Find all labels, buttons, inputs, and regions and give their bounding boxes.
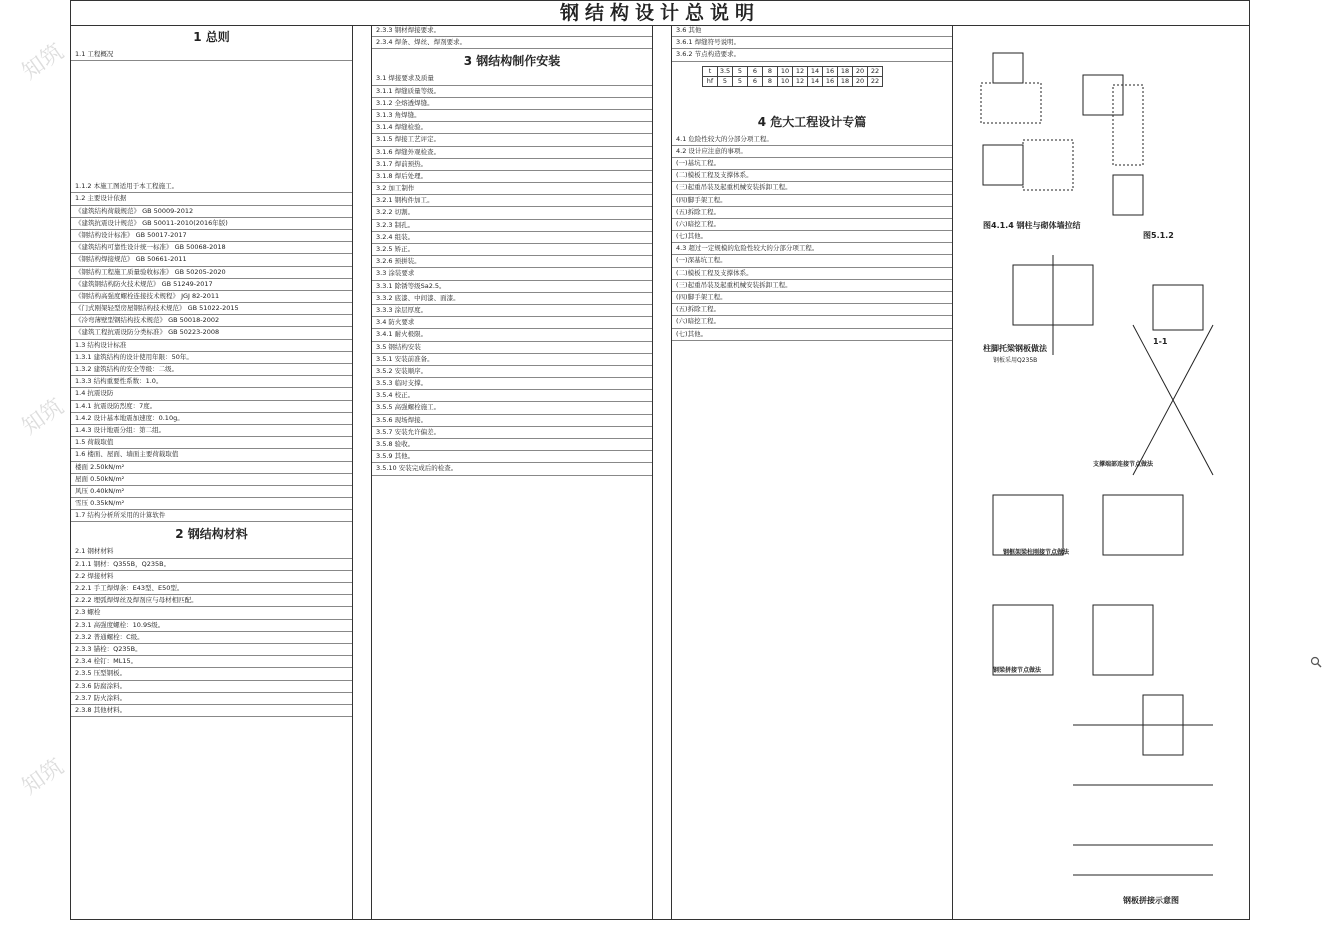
text-line: 3.5.2 安装顺序。 — [372, 366, 652, 378]
table-cell: 8 — [763, 76, 778, 86]
text-line: 1.3 结构设计标准 — [71, 340, 352, 352]
table-cell: 3.5 — [718, 66, 733, 76]
text-line: 1.1.2 本施工图适用于本工程施工。 — [71, 181, 352, 193]
table-cell: 22 — [868, 66, 883, 76]
text-line: 2.2.2 埋弧焊焊丝及焊剂应与母材相匹配。 — [71, 595, 352, 607]
text-line: 2.3 螺栓 — [71, 607, 352, 619]
table-cell: 20 — [853, 66, 868, 76]
text-line: 3.1.2 全熔透焊缝。 — [372, 98, 652, 110]
text-line: 2.2 焊接材料 — [71, 571, 352, 583]
section-4-title: 4 危大工程设计专篇 — [757, 114, 867, 129]
text-line: 3.6.1 焊缝符号说明。 — [672, 37, 952, 49]
table-cell: 16 — [823, 76, 838, 86]
list-2b — [372, 73, 652, 475]
text-line: 4.3 超过一定规模的危险性较大的分部分项工程。 — [672, 243, 952, 255]
text-line: 2.3.4 焊条、焊丝、焊剂要求。 — [372, 37, 652, 49]
list-3a — [672, 25, 952, 62]
text-line: 2.3.7 防火涂料。 — [71, 693, 352, 705]
text-line: (三)起重吊装及起重机械安装拆卸工程。 — [672, 182, 952, 194]
watermark: 知筑 — [17, 39, 69, 86]
table-cell: 18 — [838, 66, 853, 76]
table-cell: hf — [703, 76, 718, 86]
table-cell: 5 — [718, 76, 733, 86]
text-line: 3.6 其他 — [672, 25, 952, 37]
text-line: 1.4.2 设计基本地震加速度：0.10g。 — [71, 413, 352, 425]
text-line: 3.1.4 焊缝检验。 — [372, 122, 652, 134]
list-a — [71, 49, 352, 61]
text-line: 3.1 焊接要求及质量 — [372, 73, 652, 85]
watermark: 知筑 — [17, 754, 69, 801]
section-1-title: 1 总则 — [193, 30, 230, 44]
text-line: 1.5 荷载取值 — [71, 437, 352, 449]
weld-row-t — [703, 66, 883, 76]
text-line: 2.1.1 钢材：Q355B，Q235B。 — [71, 559, 352, 571]
text-line: 3.2.6 预拼装。 — [372, 256, 652, 268]
text-line: 3.5.7 安装允许偏差。 — [372, 427, 652, 439]
text-line: (七)其他。 — [672, 231, 952, 243]
detail-drawings — [953, 25, 1251, 920]
text-line: 1.3.3 结构重要性系数：1.0。 — [71, 376, 352, 388]
text-line: 3.2.2 切割。 — [372, 207, 652, 219]
text-line: (五)拆除工程。 — [672, 304, 952, 316]
table-cell: 8 — [763, 66, 778, 76]
table-cell: 6 — [748, 66, 763, 76]
text-line: 2.3.3 钢材焊接要求。 — [372, 25, 652, 37]
caption-fig-5-1-2: 图5.1.2 — [1143, 231, 1174, 240]
text-line: (七)其他。 — [672, 329, 952, 341]
text-line: 3.3 涂装要求 — [372, 268, 652, 280]
text-line: (一)深基坑工程。 — [672, 255, 952, 267]
caption-section-1-1: 1-1 — [1153, 337, 1168, 346]
caption-column-bracket: 柱脚托梁钢板做法 — [983, 344, 1047, 353]
list-2a — [372, 25, 652, 49]
sheet-title: 钢结构设计总说明 — [71, 1, 1249, 26]
weld-size-table — [702, 66, 883, 87]
text-line: 2.3.3 锚栓：Q235B。 — [71, 644, 352, 656]
text-line: 《钢结构设计标准》 GB 50017-2017 — [71, 230, 352, 242]
text-line: 3.5.4 校正。 — [372, 390, 652, 402]
watermark: 知筑 — [17, 394, 69, 441]
text-line: 1.3.2 建筑结构的安全等级：二级。 — [71, 364, 352, 376]
column-general — [71, 25, 353, 920]
text-line: 3.2.1 钢构件加工。 — [372, 195, 652, 207]
text-line: (一)基坑工程。 — [672, 158, 952, 170]
table-cell: 14 — [808, 76, 823, 86]
text-line: (二)模板工程及支撑体系。 — [672, 268, 952, 280]
text-line: 3.5.1 安装前准备。 — [372, 354, 652, 366]
text-line: 2.1 钢材材料 — [71, 546, 352, 558]
text-line: 《钢结构高强度螺栓连接技术规程》 JGJ 82-2011 — [71, 291, 352, 303]
magnifier-icon[interactable] — [1310, 656, 1322, 668]
text-line: 《建筑工程抗震设防分类标准》 GB 50223-2008 — [71, 327, 352, 339]
text-line: 3.2.4 组装。 — [372, 232, 652, 244]
text-line: 《门式刚架轻型房屋钢结构技术规范》 GB 51022-2015 — [71, 303, 352, 315]
text-line: (六)暗挖工程。 — [672, 219, 952, 231]
caption-beam-splice: 钢梁拼接节点做法 — [993, 667, 1042, 674]
text-line: 3.1.6 焊缝外观检查。 — [372, 147, 652, 159]
text-line: 1.6 楼面、屋面、墙面主要荷载取值 — [71, 449, 352, 461]
table-cell: 10 — [778, 66, 793, 76]
text-line: 3.4.1 耐火极限。 — [372, 329, 652, 341]
table-cell: 20 — [853, 76, 868, 86]
text-line: 2.3.5 压型钢板。 — [71, 668, 352, 680]
table-cell: 5 — [733, 76, 748, 86]
text-line: 3.3.3 涂层厚度。 — [372, 305, 652, 317]
text-line: 1.2 主要设计依据 — [71, 193, 352, 205]
text-line: 3.2.3 制孔。 — [372, 220, 652, 232]
text-line: (五)拆除工程。 — [672, 207, 952, 219]
table-cell: 22 — [868, 76, 883, 86]
std-list — [71, 206, 352, 340]
table-cell: 12 — [793, 76, 808, 86]
blank-area — [71, 61, 352, 161]
table-cell: t — [703, 66, 718, 76]
text-line: (四)脚手架工程。 — [672, 292, 952, 304]
text-line: 2.2.1 手工焊焊条：E43型、E50型。 — [71, 583, 352, 595]
table-cell: 18 — [838, 76, 853, 86]
table-cell: 14 — [808, 66, 823, 76]
text-line: (二)模板工程及支撑体系。 — [672, 170, 952, 182]
text-line: (四)脚手架工程。 — [672, 195, 952, 207]
table-cell: 16 — [823, 66, 838, 76]
caption-column-wall-tie: 图4.1.4 钢柱与砌体墙拉结 — [983, 221, 1081, 230]
column-fabrication — [371, 25, 653, 920]
text-line: 4.2 设计应注意的事项。 — [672, 146, 952, 158]
text-line: 3.2 加工制作 — [372, 183, 652, 195]
caption-beam-column-joint: 钢框架梁柱刚接节点做法 — [1003, 549, 1070, 556]
text-line: 3.5.10 安装完成后的检查。 — [372, 463, 652, 475]
text-line: 《建筑结构荷载规范》 GB 50009-2012 — [71, 206, 352, 218]
section-2-title: 2 钢结构材料 — [175, 527, 248, 542]
text-line: 风压 0.40kN/m² — [71, 486, 352, 498]
caption-plate-splice: 钢板拼接示意图 — [1123, 896, 1179, 905]
table-cell: 10 — [778, 76, 793, 86]
text-line: 《钢结构焊接规范》 GB 50661-2011 — [71, 254, 352, 266]
text-line: 1.4.1 抗震设防烈度：7度。 — [71, 401, 352, 413]
text-line: 1.3.1 建筑结构的设计使用年限：50年。 — [71, 352, 352, 364]
text-line: 1.4.3 设计地震分组：第二组。 — [71, 425, 352, 437]
text-line: 《建筑钢结构防火技术规范》 GB 51249-2017 — [71, 279, 352, 291]
text-line: 《建筑抗震设计规范》 GB 50011-2010(2016年版) — [71, 218, 352, 230]
text-line: 3.5.8 验收。 — [372, 439, 652, 451]
table-cell: 6 — [748, 76, 763, 86]
text-line: 3.5.9 其他。 — [372, 451, 652, 463]
text-line: 1.1 工程概况 — [71, 49, 352, 61]
text-line: 3.1.5 焊接工艺评定。 — [372, 134, 652, 146]
text-line: 3.5.6 现场焊接。 — [372, 415, 652, 427]
text-line: 2.3.2 普通螺栓：C级。 — [71, 632, 352, 644]
text-line: 《建筑结构可靠性设计统一标准》 GB 50068-2018 — [71, 242, 352, 254]
list-d — [71, 546, 352, 717]
text-line: 3.1.7 焊前预热。 — [372, 159, 652, 171]
caption-brace-connection: 支撑端部连接节点做法 — [1093, 461, 1154, 468]
text-line: 3.3.1 除锈等级Sa2.5。 — [372, 281, 652, 293]
text-line: 雪压 0.35kN/m² — [71, 498, 352, 510]
text-line: 楼面 2.50kN/m² — [71, 462, 352, 474]
text-line: 3.1.3 角焊缝。 — [372, 110, 652, 122]
text-line: 2.3.1 高强度螺栓：10.9S级。 — [71, 620, 352, 632]
text-line: 3.6.2 节点构造要求。 — [672, 49, 952, 61]
text-line: 3.5.3 临时支撑。 — [372, 378, 652, 390]
text-line: 3.2.5 矫正。 — [372, 244, 652, 256]
table-cell: 12 — [793, 66, 808, 76]
weld-row-hf — [703, 76, 883, 86]
magnifier-icon-svg — [1310, 656, 1322, 668]
drawing-sheet — [70, 0, 1250, 920]
text-line: 3.1.1 焊缝质量等级。 — [372, 86, 652, 98]
text-line: 4.1 危险性较大的分部分项工程。 — [672, 134, 952, 146]
text-line: (六)暗挖工程。 — [672, 316, 952, 328]
text-line: 3.5.5 高强螺栓施工。 — [372, 402, 652, 414]
text-line: 1.4 抗震设防 — [71, 388, 352, 400]
text-line: 《冷弯薄壁型钢结构技术规范》 GB 50018-2002 — [71, 315, 352, 327]
list-3b — [672, 134, 952, 341]
list-b — [71, 181, 352, 205]
text-line: 3.4 防火要求 — [372, 317, 652, 329]
text-line: 屋面 0.50kN/m² — [71, 474, 352, 486]
text-line: 1.7 结构分析所采用的计算软件 — [71, 510, 352, 522]
column-details — [953, 25, 1251, 920]
text-line: 2.3.4 栓钉：ML15。 — [71, 656, 352, 668]
column-hazard — [671, 25, 953, 920]
text-line: 3.1.8 焊后处理。 — [372, 171, 652, 183]
caption-steel-grade: 钢板采用Q235B — [993, 357, 1038, 364]
text-line: 2.3.8 其他材料。 — [71, 705, 352, 717]
text-line: 3.3.2 底漆、中间漆、面漆。 — [372, 293, 652, 305]
text-line: (三)起重吊装及起重机械安装拆卸工程。 — [672, 280, 952, 292]
blank-area — [71, 161, 352, 181]
list-c — [71, 340, 352, 523]
text-line: 2.3.6 防腐涂料。 — [71, 681, 352, 693]
weld-table-area — [672, 62, 952, 110]
text-line: 《钢结构工程施工质量验收标准》 GB 50205-2020 — [71, 267, 352, 279]
text-line: 3.5 钢结构安装 — [372, 342, 652, 354]
section-3-title: 3 钢结构制作安装 — [463, 54, 561, 69]
table-cell: 5 — [733, 66, 748, 76]
